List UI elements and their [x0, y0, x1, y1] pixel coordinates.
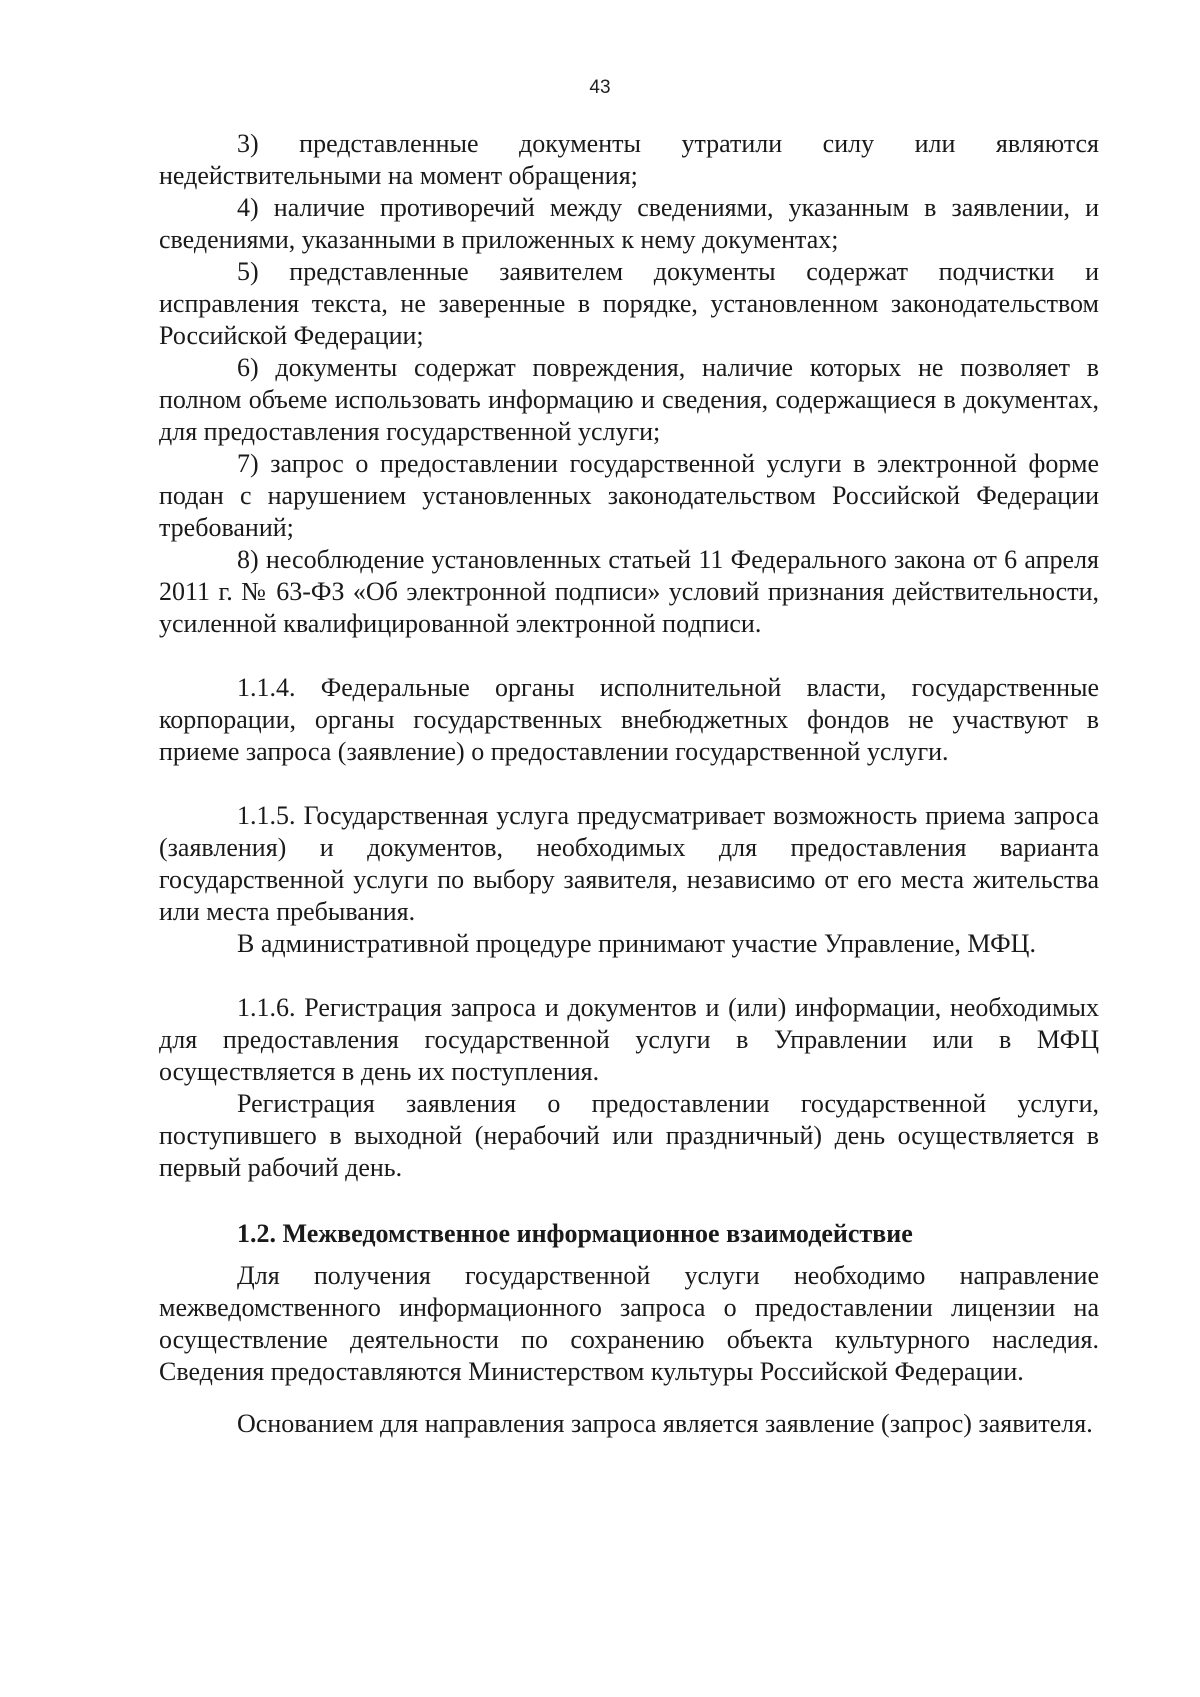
paragraph-1-1-5: 1.1.5. Государственная услуга предусматривает возможность приема запроса (заявления) и документов, необходимых для предоставления варианта государственной услуги по выбору заявителя, независимо от его места жительства или места пребывания.: [159, 801, 1099, 926]
paragraph-1-1-6-registration: Регистрация заявления о предоставлении государственной услуги, поступившего в выходной (нерабочий или праздничный) день осуществляется в первый рабочий день.: [159, 1089, 1099, 1182]
list-item-5: 5) представленные заявителем документы содержат подчистки и исправления текста, не заверенные в порядке, установленном законодательством Российской Федерации;: [159, 257, 1099, 350]
document-body: [159, 128, 1099, 1440]
section-heading: 1.2. Межведомственное информационное взаимодействие: [237, 1219, 913, 1248]
paragraph-1-2-request: Для получения государственной услуги необходимо направление межведомственного информационного запроса о предоставлении лицензии на осуществление деятельности по сохранению объекта культурного наследия. Сведения предоставляются Министерством культуры Российской Федерации.: [159, 1261, 1099, 1386]
list-item-3: 3) представленные документы утратили силу или являются недействительными на момент обращения;: [159, 129, 1099, 190]
list-item-8: 8) несоблюдение установленных статьей 11 Федерального закона от 6 апреля 2011 г. № 63-ФЗ «Об электронной подписи» условий признания действительности, усиленной квалифицированной электронной подписи.: [159, 545, 1099, 638]
paragraph-1-2-basis: Основанием для направления запроса является заявление (запрос) заявителя.: [237, 1409, 1093, 1438]
list-item-6: 6) документы содержат повреждения, наличие которых не позволяет в полном объеме использовать информацию и сведения, содержащиеся в документах, для предоставления государственной услуги;: [159, 353, 1099, 446]
paragraph-1-1-4: 1.1.4. Федеральные органы исполнительной власти, государственные корпорации, органы государственных внебюджетных фондов не участвуют в приеме запроса (заявление) о предоставлении государственной услуги.: [159, 673, 1099, 766]
page-number: 43: [589, 77, 611, 98]
paragraph-1-1-5-participants: В административной процедуре принимают участие Управление, МФЦ.: [237, 929, 1036, 958]
list-item-7: 7) запрос о предоставлении государственной услуги в электронной форме подан с нарушением установленных законодательством Российской Федерации требований;: [159, 449, 1099, 542]
paragraph-1-1-6: 1.1.6. Регистрация запроса и документов и (или) информации, необходимых для предоставления государственной услуги в Управлении или в МФЦ осуществляется в день их поступления.: [159, 993, 1099, 1086]
list-item-4: 4) наличие противоречий между сведениями, указанным в заявлении, и сведениями, указанными в приложенных к нему документах;: [159, 193, 1099, 254]
